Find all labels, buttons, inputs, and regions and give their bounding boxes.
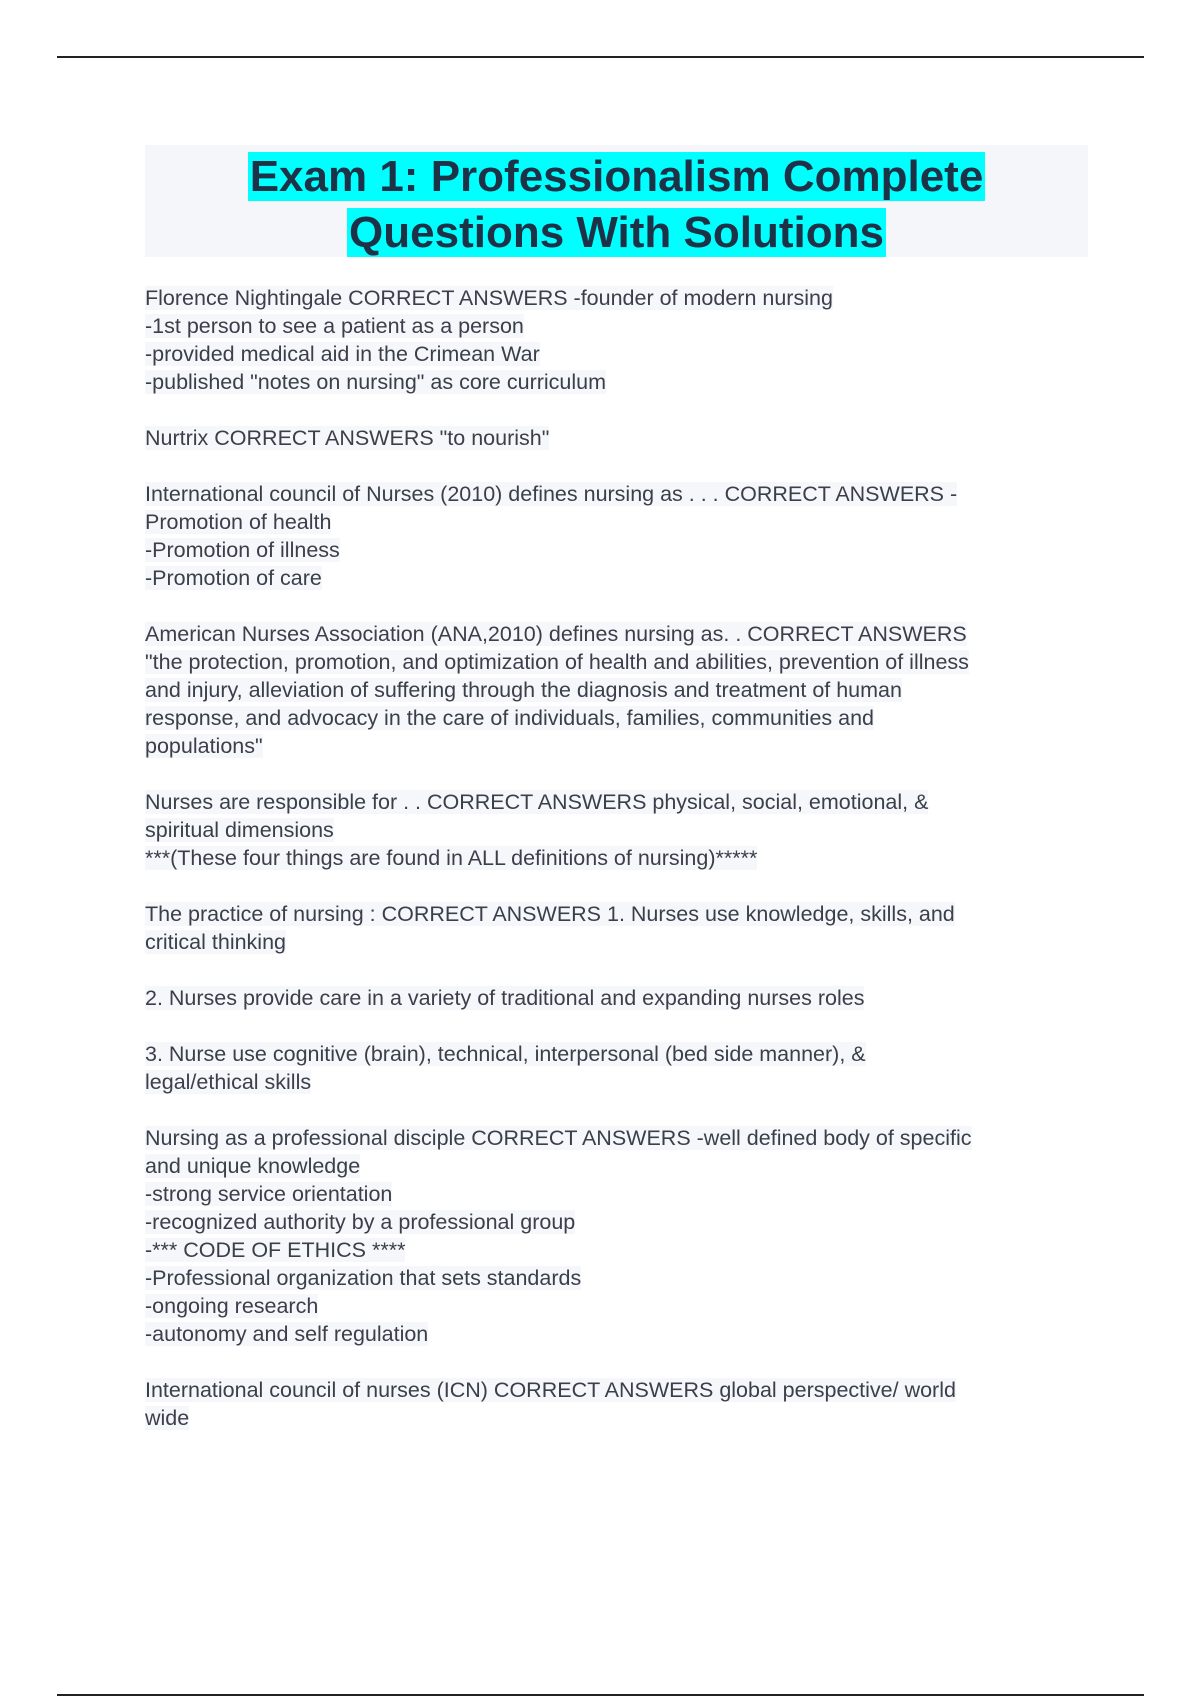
text-line-content: -ongoing research [145, 1294, 319, 1318]
text-line [145, 368, 1095, 396]
text-line-content: and injury, alleviation of suffering through the diagnosis and treatment of human [145, 678, 902, 702]
text-line [145, 1040, 1095, 1068]
text-line-content: -published "notes on nursing" as core curriculum [145, 370, 607, 394]
text-line [145, 1152, 1095, 1180]
text-line [145, 928, 1095, 956]
text-line [145, 564, 1095, 592]
text-line-content: Florence Nightingale CORRECT ANSWERS -founder of modern nursing [145, 286, 833, 310]
text-line-content: -recognized authority by a professional group [145, 1210, 576, 1234]
text-line-content: The practice of nursing : CORRECT ANSWERS 1. Nurses use knowledge, skills, and [145, 902, 955, 926]
text-line-content: -Professional organization that sets standards [145, 1266, 582, 1290]
text-line [145, 1320, 1095, 1348]
text-line [145, 704, 1095, 732]
text-line-content: critical thinking [145, 930, 286, 954]
qa-block [145, 1040, 1095, 1096]
text-line [145, 1236, 1095, 1264]
document-title-line-1: Exam 1: Professionalism Complete [249, 152, 984, 201]
text-line-content: spiritual dimensions [145, 818, 334, 842]
qa-block [145, 900, 1095, 956]
text-line [145, 900, 1095, 928]
text-line-content: -provided medical aid in the Crimean War [145, 342, 540, 366]
text-line [145, 1208, 1095, 1236]
text-line-content: Promotion of health [145, 510, 332, 534]
text-line [145, 312, 1095, 340]
text-line [145, 536, 1095, 564]
text-line [145, 1404, 1095, 1432]
qa-block [145, 284, 1095, 396]
text-line [145, 340, 1095, 368]
document-title [145, 145, 1088, 261]
text-line [145, 816, 1095, 844]
text-line-content: populations" [145, 734, 263, 758]
text-line [145, 676, 1095, 704]
text-line [145, 284, 1095, 312]
qa-block [145, 620, 1095, 760]
text-line [145, 508, 1095, 536]
text-line [145, 1264, 1095, 1292]
text-line-content: "the protection, promotion, and optimization of health and abilities, prevention of illness [145, 650, 969, 674]
qa-block [145, 1376, 1095, 1432]
text-line [145, 1124, 1095, 1152]
text-line [145, 1376, 1095, 1404]
text-line [145, 844, 1095, 872]
text-line [145, 1068, 1095, 1096]
qa-block [145, 984, 1095, 1012]
text-line [145, 788, 1095, 816]
text-line [145, 648, 1095, 676]
text-line [145, 984, 1095, 1012]
document-body [145, 284, 1095, 1460]
qa-block [145, 1124, 1095, 1348]
document-title-line-2: Questions With Solutions [349, 208, 884, 257]
text-line-content: ***(These four things are found in ALL definitions of nursing)***** [145, 846, 758, 870]
qa-block [145, 424, 1095, 452]
text-line-content: 2. Nurses provide care in a variety of traditional and expanding nurses roles [145, 986, 865, 1010]
text-line-content: and unique knowledge [145, 1154, 361, 1178]
text-line-content: 3. Nurse use cognitive (brain), technical, interpersonal (bed side manner), & [145, 1042, 866, 1066]
text-line-content: response, and advocacy in the care of individuals, families, communities and [145, 706, 874, 730]
text-line-content: Nursing as a professional disciple CORRECT ANSWERS -well defined body of specific [145, 1126, 972, 1150]
text-line [145, 620, 1095, 648]
top-rule [57, 56, 1144, 58]
text-line-content: -1st person to see a patient as a person [145, 314, 524, 338]
text-line-content: -autonomy and self regulation [145, 1322, 429, 1346]
text-line-content: legal/ethical skills [145, 1070, 312, 1094]
title-band [145, 145, 1088, 257]
text-line-content: American Nurses Association (ANA,2010) defines nursing as. . CORRECT ANSWERS [145, 622, 967, 646]
text-line-content: -Promotion of illness [145, 538, 340, 562]
text-line [145, 732, 1095, 760]
text-line [145, 1292, 1095, 1320]
qa-block [145, 788, 1095, 872]
text-line-content: Nurtrix CORRECT ANSWERS "to nourish" [145, 426, 550, 450]
text-line-content: Nurses are responsible for . . CORRECT ANSWERS physical, social, emotional, & [145, 790, 929, 814]
bottom-rule [57, 1694, 1144, 1696]
text-line [145, 480, 1095, 508]
text-line-content: -*** CODE OF ETHICS **** [145, 1238, 406, 1262]
text-line-content: -strong service orientation [145, 1182, 393, 1206]
text-line [145, 424, 1095, 452]
text-line-content: International council of Nurses (2010) defines nursing as . . . CORRECT ANSWERS - [145, 482, 958, 506]
text-line-content: International council of nurses (ICN) CORRECT ANSWERS global perspective/ world [145, 1378, 956, 1402]
qa-block [145, 480, 1095, 592]
text-line-content: -Promotion of care [145, 566, 322, 590]
text-line-content: wide [145, 1406, 190, 1430]
text-line [145, 1180, 1095, 1208]
